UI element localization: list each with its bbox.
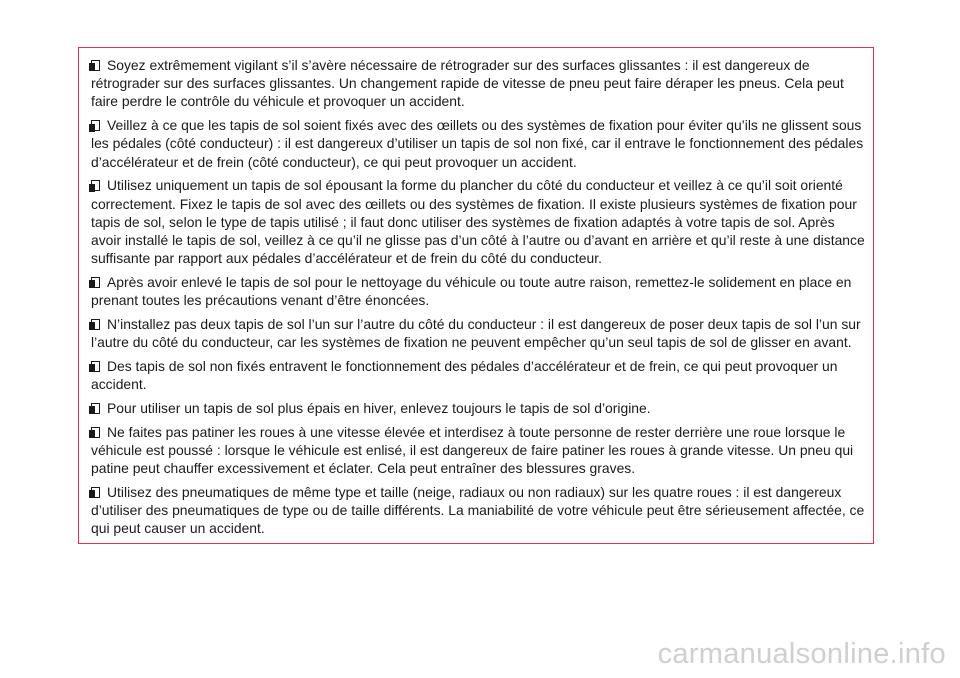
- warning-text: Veillez à ce que les tapis de sol soient fixés avec des œillets ou des systèmes de fixation pour éviter qu’ils ne glissent sous les pédales (côté conducteur) : il est dangereux d’utiliser un tapis de sol non fixé, car il entrave le fonctionnement des pédales d’accélérateur et de frein (côté conducteur), ce qui peut provoquer un accident.: [91, 117, 864, 170]
- warning-box: [78, 47, 874, 544]
- warning-item: [91, 423, 867, 478]
- warning-text: Utilisez uniquement un tapis de sol épousant la forme du plancher du côté du conducteur et veillez à ce qu’il soit orienté correctement. Fixez le tapis de sol avec des œillets ou des systèmes de fixation. Il existe plusieurs systèmes de fixation pour tapis de sol, selon le type de tapis utilisé ; il faut donc utiliser des systèmes de fixation adaptés à votre tapis de sol. Après avoir installé le tapis de sol, veillez à ce qu’il ne glisse pas d’un côté à l’autre ou d’avant en arrière et qu’il reste à une distance suffisante par rapport aux pédales d’accélérateur et de frein du côté du conducteur.: [91, 177, 865, 267]
- warning-text: N’installez pas deux tapis de sol l’un sur l’autre du côté du conducteur : il est dangereux de poser deux tapis de sol l’un sur l’autre du côté du conducteur, car les systèmes de fixation ne peuvent empêcher qu’un seul tapis de sol de glisser en avant.: [91, 316, 861, 351]
- warning-text: Des tapis de sol non fixés entravent le fonctionnement des pédales d’accélérateur et de frein, ce qui peut provoquer un accident.: [91, 358, 838, 393]
- warning-item: [91, 399, 867, 417]
- checkbox-bullet-icon: [91, 277, 100, 288]
- checkbox-bullet-icon: [91, 427, 100, 438]
- watermark: carmanualsonline.info: [657, 638, 946, 670]
- warning-text: Utilisez des pneumatiques de même type et taille (neige, radiaux ou non radiaux) sur les quatre roues : il est dangereux d’utiliser des pneumatiques de type ou de taille différents. La maniabilité de votre véhicule peut être sérieusement affectée, ce qui peut causer un accident.: [91, 484, 865, 537]
- warning-text: Soyez extrêmement vigilant s’il s’avère nécessaire de rétrograder sur des surfaces glissantes : il est dangereux de rétrograder sur des surfaces glissantes. Un changement rapide de vitesse de pneu peut faire déraper les pneus. Cela peut faire perdre le contrôle du véhicule et provoquer un accident.: [91, 57, 844, 110]
- warning-text: Après avoir enlevé le tapis de sol pour le nettoyage du véhicule ou toute autre raison, remettez-le solidement en place en prenant toutes les précautions venant d’être énoncées.: [91, 274, 852, 309]
- checkbox-bullet-icon: [91, 120, 100, 131]
- warning-item: [91, 273, 867, 309]
- warning-text: Pour utiliser un tapis de sol plus épais en hiver, enlevez toujours le tapis de sol d’origine.: [107, 400, 651, 417]
- checkbox-bullet-icon: [91, 403, 100, 414]
- checkbox-bullet-icon: [91, 361, 100, 372]
- warning-item: [91, 56, 867, 111]
- warning-item: [91, 357, 867, 393]
- checkbox-bullet-icon: [91, 60, 100, 71]
- warning-item: [91, 483, 867, 538]
- warning-item: [91, 116, 867, 171]
- checkbox-bullet-icon: [91, 319, 100, 330]
- warning-text: Ne faites pas patiner les roues à une vitesse élevée et interdisez à toute personne de rester derrière une roue lorsque le véhicule est poussé : lorsque le véhicule est enlisé, il est dangereux de faire patiner les roues à grande vitesse. Un pneu qui patine peut chauffer excessivement et éclater. Cela peut entraîner des blessures graves.: [91, 423, 854, 477]
- checkbox-bullet-icon: [91, 487, 100, 498]
- warning-item: [91, 176, 867, 267]
- warning-item: [91, 315, 867, 351]
- checkbox-bullet-icon: [91, 180, 100, 191]
